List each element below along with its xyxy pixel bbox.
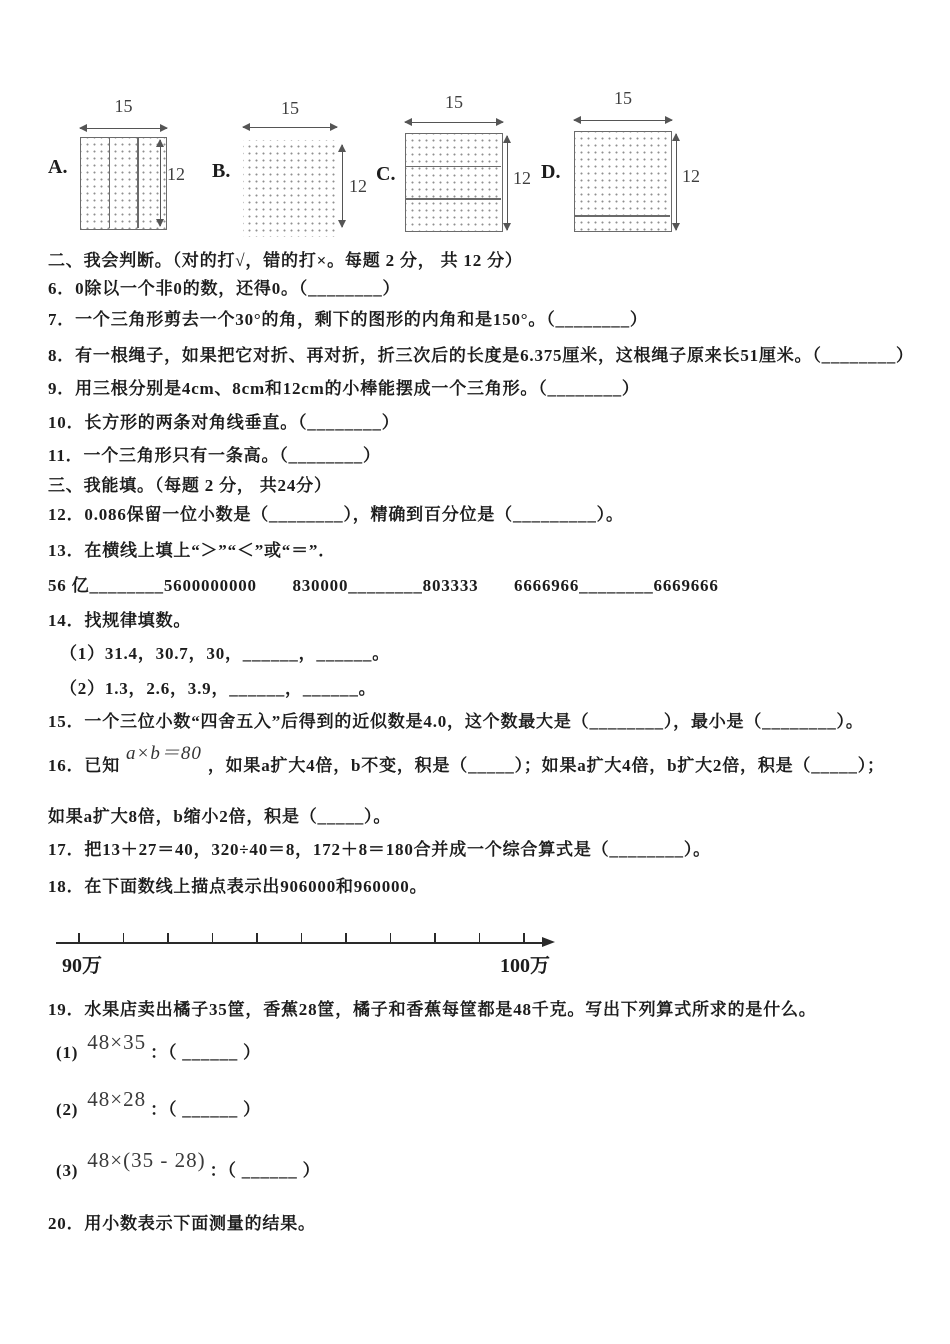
question-14-sub2: （2）1.3，2.6，3.9，______，______。 [60, 679, 377, 698]
question-16-rest: ，如果a扩大4倍，b不变，积是（_____）；如果a扩大4倍，b扩大2倍，积是（_____）； [207, 756, 885, 775]
question-16-lead: 16．已知 [48, 756, 120, 775]
option-c-divider-2 [406, 198, 501, 200]
number-line-start-label: 90万 [62, 955, 102, 977]
question-12: 12．0.086保留一位小数是（________），精确到百分位是（_________）。 [48, 505, 624, 524]
option-b-figure [243, 140, 337, 237]
option-a-height-arrow-icon [160, 140, 161, 226]
option-c-divider-1 [406, 166, 501, 168]
question-9: 9．用三根分别是4cm、8cm和12cm的小棒能摆成一个三角形。（________） [48, 379, 640, 398]
option-d-figure [574, 131, 672, 232]
question-13-compare-line: 56 亿________5600000000 830000________803333 6666966________6669666 [48, 576, 719, 595]
question-14-sub1: （1）31.4，30.7，30，______，______。 [60, 644, 390, 663]
item-3-formula: 48×(35 - 28) [87, 1148, 206, 1172]
question-10: 10．长方形的两条对角线垂直。（________） [48, 413, 400, 432]
number-line-end-label: 100万 [500, 955, 550, 977]
question-7: 7．一个三角形剪去一个30°的角，剩下的图形的内角和是150°。（________） [48, 310, 648, 329]
option-b-width-arrow-icon [243, 127, 337, 128]
question-19-item-3 [48, 1148, 914, 1186]
question-19: 19．水果店卖出橘子35筐，香蕉28筐，橘子和香蕉每筐都是48千克。写出下列算式所求的是什么。 [48, 1000, 817, 1019]
item-2-number: (2) [56, 1100, 79, 1119]
question5-option-figures [0, 88, 950, 252]
question-14: 14．找规律填数。 [48, 611, 192, 630]
option-a-width-arrow-icon [80, 128, 167, 129]
option-d-height-label: 12 [682, 166, 700, 186]
option-a-divider-1 [109, 138, 111, 228]
exam-body [48, 248, 914, 1236]
option-c-width-arrow-icon [405, 122, 503, 123]
question-20: 20．用小数表示下面测量的结果。 [48, 1214, 316, 1233]
item-1-number: (1) [56, 1043, 79, 1062]
option-b-height-label: 12 [349, 176, 367, 196]
section2-header: 二、我会判断。（对的打√，错的打×。每题 2 分， 共 12 分） [48, 251, 523, 270]
question-19-item-1 [48, 1030, 914, 1068]
option-b-width-label: 15 [281, 98, 299, 118]
item-1-blank: ：（ ______ ） [150, 1043, 261, 1062]
question-13: 13．在横线上填上“＞”“＜”或“＝”． [48, 541, 336, 560]
option-b-height-arrow-icon [342, 145, 343, 227]
section3-header: 三、我能填。（每题 2 分， 共24分） [48, 476, 332, 495]
question-19-item-2 [48, 1087, 914, 1125]
item-2-formula: 48×28 [87, 1087, 147, 1111]
option-b-label: B. [212, 160, 231, 182]
question-15: 15．一个三位小数“四舍五入”后得到的近似数是4.0，这个数最大是（________），最小是（________）。 [48, 712, 864, 731]
item-3-number: (3) [56, 1161, 79, 1180]
option-a-divider-2 [137, 138, 139, 228]
item-2-blank: ：（ ______ ） [150, 1100, 261, 1119]
option-c-label: C. [376, 163, 396, 185]
option-c-height-arrow-icon [507, 136, 508, 230]
question-16-formula: a×b＝80 [126, 743, 202, 764]
question-16 [48, 743, 914, 778]
option-a-width-label: 15 [114, 96, 133, 116]
question-8: 8．有一根绳子，如果把它对折、再对折，折三次后的长度是6.375厘米，这根绳子原来长51厘米。（________） [48, 346, 914, 365]
question-16-line2: 如果a扩大8倍，b缩小2倍，积是（_____）。 [48, 807, 392, 826]
question-17: 17．把13＋27＝40，320÷40＝8，172＋8＝180合并成一个综合算式是（________）。 [48, 840, 711, 859]
option-c-figure [405, 133, 503, 232]
item-1-formula: 48×35 [87, 1030, 147, 1054]
option-d-height-arrow-icon [676, 134, 677, 230]
option-d-divider-1 [575, 215, 670, 217]
question-18: 18．在下面数线上描点表示出906000和960000。 [48, 877, 428, 896]
number-line [48, 899, 608, 979]
option-d-width-arrow-icon [574, 120, 672, 121]
question-11: 11．一个三角形只有一条高。（________） [48, 446, 381, 465]
question-6: 6．0除以一个非0的数，还得0。（________） [48, 279, 401, 298]
option-a-height-label: 12 [167, 164, 185, 184]
option-c-width-label: 15 [445, 92, 463, 112]
item-3-blank: ：（ ______ ） [209, 1161, 321, 1180]
option-d-label: D. [541, 161, 561, 183]
option-a-figure [80, 137, 167, 230]
option-d-width-label: 15 [614, 88, 632, 108]
option-c-height-label: 12 [513, 168, 531, 188]
option-a-label: A. [48, 156, 68, 178]
